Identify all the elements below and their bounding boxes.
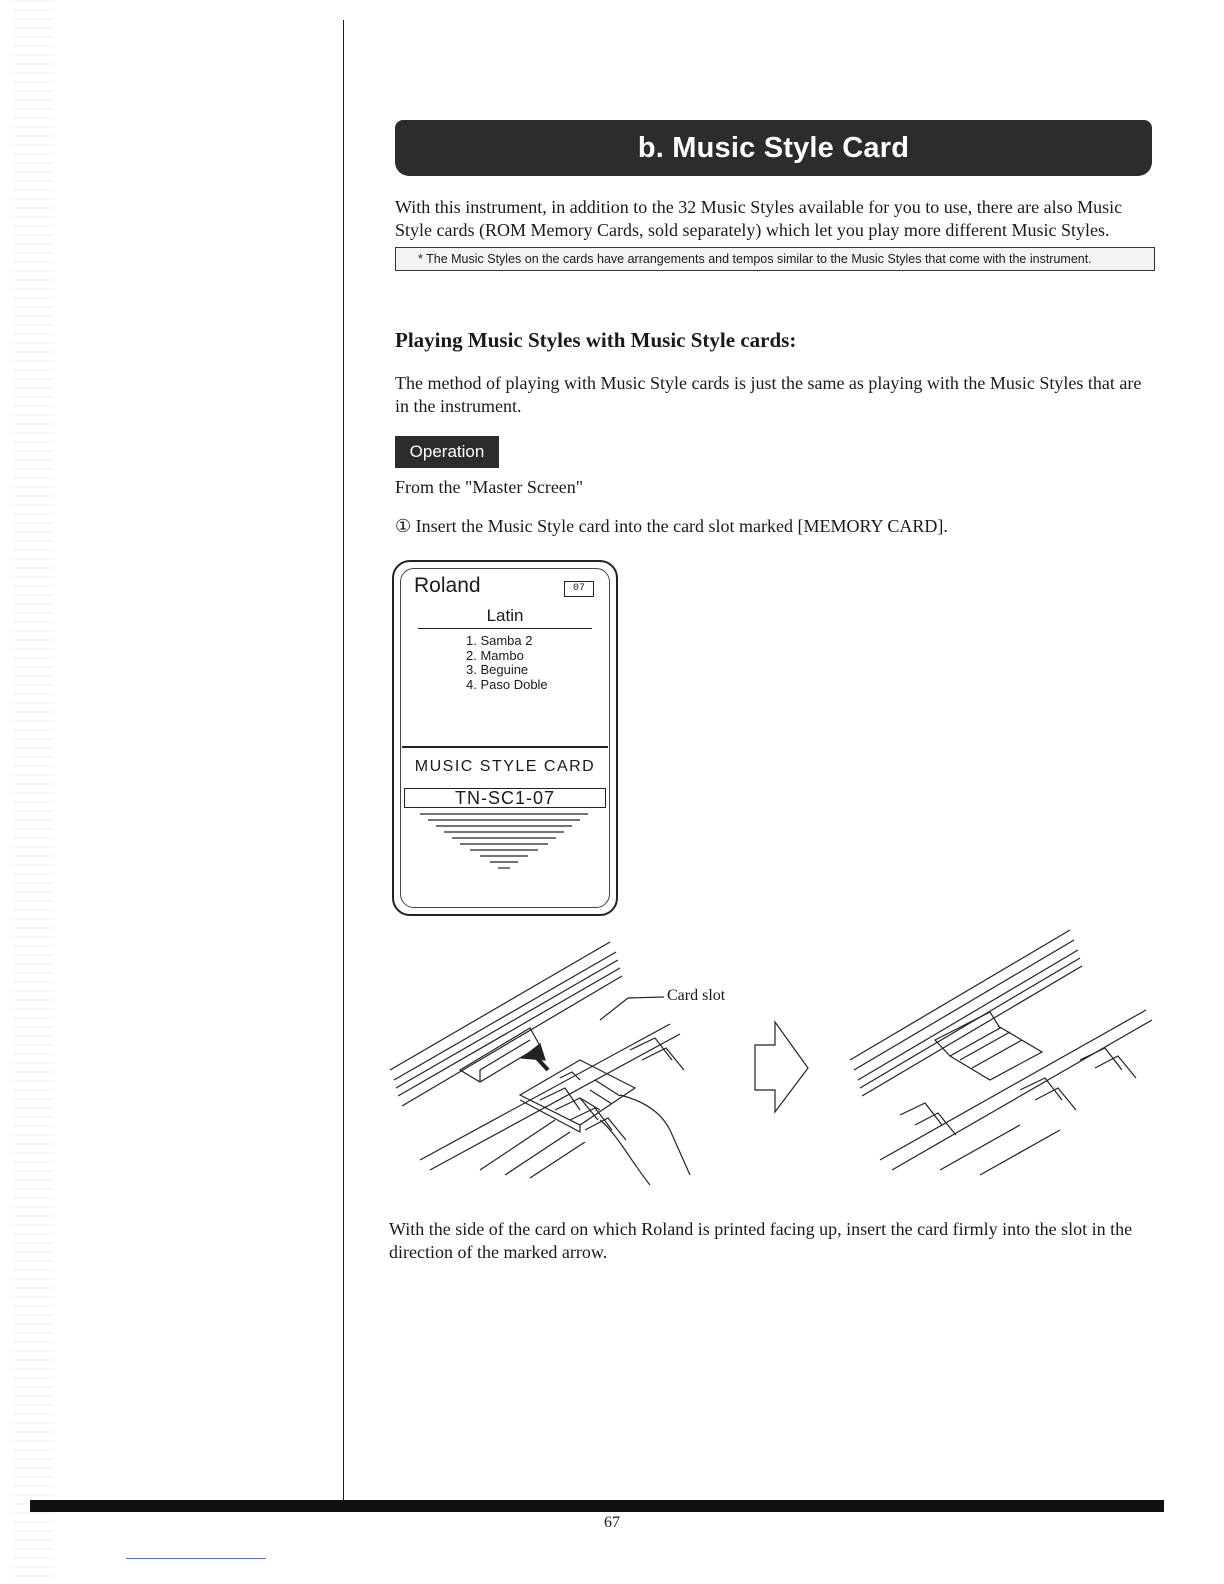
section-banner xyxy=(395,120,1152,176)
card-style-item: 2. Mambo xyxy=(466,647,524,663)
card-category-rule xyxy=(418,628,592,629)
card-divider xyxy=(402,746,608,748)
section-title: b. Music Style Card xyxy=(637,131,910,164)
step-1-instruction: ① Insert the Music Style card into the card slot marked [MEMORY CARD]. xyxy=(395,516,948,536)
page-number: 67 xyxy=(604,1514,620,1531)
card-number-badge: 07 xyxy=(564,581,594,597)
bottom-rule xyxy=(30,1500,1164,1512)
card-model-label: TN-SC1-07 xyxy=(404,788,606,808)
card-style-item: 1. Samba 2 xyxy=(466,633,533,648)
card-brand: Roland xyxy=(414,574,481,597)
card-style-item: 3. Beguine xyxy=(466,662,529,677)
card-stripe-triangle xyxy=(414,810,594,880)
note-box: * The Music Styles on the cards have arrangements and tempos similar to the Music Styles that come with the instrument. xyxy=(395,247,1155,271)
card-insertion-figure xyxy=(380,920,1160,1210)
card-style-item: 4. Paso Doble xyxy=(466,676,548,692)
operation-badge: Operation xyxy=(395,436,499,468)
card-type-label: MUSIC STYLE CARD xyxy=(414,758,596,775)
card-style-list xyxy=(466,634,548,692)
from-master-screen: From the "Master Screen" xyxy=(395,477,584,497)
intro-paragraph: With this instrument, in addition to the 32 Music Styles available for you to use, there are also Music Style cards (ROM Memory Cards, sold separately) which let you play more different Music Styles. xyxy=(395,197,1123,240)
music-style-card-illustration xyxy=(392,560,618,916)
section-heading: Playing Music Styles with Music Style cards: xyxy=(395,328,797,352)
footer-underline xyxy=(126,1558,266,1559)
playing-paragraph: The method of playing with Music Style cards is just the same as playing with the Music Styles that are in the instrument. xyxy=(395,373,1142,416)
card-slot-label: Card slot xyxy=(667,987,726,1004)
gutter-divider xyxy=(343,20,344,1500)
card-category: Latin xyxy=(486,606,524,625)
scan-edge-texture xyxy=(14,0,54,1584)
closing-paragraph: With the side of the card on which Roland is printed facing up, insert the card firmly into the slot in the direction of the marked arrow. xyxy=(389,1219,1133,1262)
